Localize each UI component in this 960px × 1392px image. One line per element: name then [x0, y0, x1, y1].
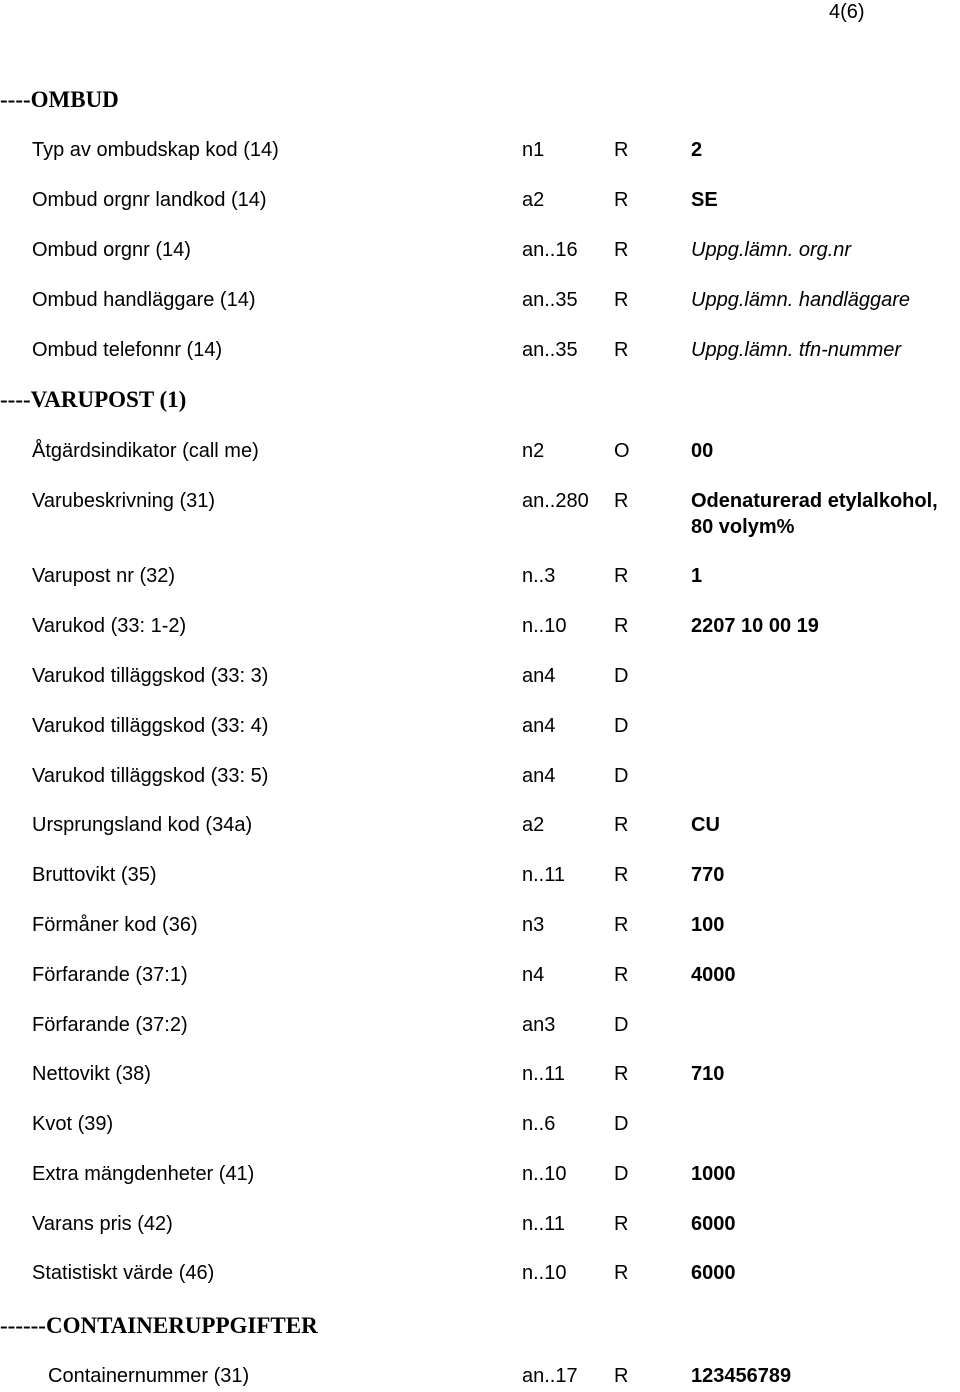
field-row — [0, 812, 960, 838]
field-status: D — [614, 665, 629, 687]
field-format: a2 — [522, 189, 545, 211]
field-status: R — [614, 1365, 629, 1387]
field-format: n3 — [522, 914, 545, 936]
field-status: D — [614, 1014, 629, 1036]
field-row — [0, 713, 960, 739]
field-format: n..3 — [522, 565, 556, 587]
field-row — [0, 613, 960, 639]
field-format: an..16 — [522, 239, 578, 261]
field-status: R — [614, 289, 629, 311]
field-format: an..35 — [522, 339, 578, 361]
field-row — [0, 1363, 960, 1389]
field-format: an..280 — [522, 490, 589, 512]
field-label: Varubeskrivning (31) — [32, 490, 216, 512]
field-row — [0, 287, 960, 313]
field-value: 1000 — [691, 1163, 736, 1185]
field-label: Förfarande (37:1) — [32, 964, 188, 986]
field-label: Varans pris (42) — [32, 1213, 173, 1235]
field-format: n..11 — [522, 1213, 565, 1235]
field-label: Kvot (39) — [32, 1113, 114, 1135]
page-number: 4(6) — [829, 1, 865, 23]
field-label: Varukod tilläggskod (33: 4) — [32, 715, 269, 737]
field-format: an..35 — [522, 289, 578, 311]
field-row — [0, 337, 960, 363]
field-label: Varupost nr (32) — [32, 565, 176, 587]
field-format: n..6 — [522, 1113, 556, 1135]
field-value: CU — [691, 814, 720, 836]
field-row — [0, 137, 960, 163]
field-label: Förfarande (37:2) — [32, 1014, 188, 1036]
field-row — [0, 763, 960, 789]
field-row — [0, 1111, 960, 1137]
field-status: R — [614, 1213, 629, 1235]
field-status: R — [614, 814, 629, 836]
field-value: Uppg.lämn. tfn-nummer — [691, 339, 902, 361]
field-label: Ombud telefonnr (14) — [32, 339, 223, 361]
field-format: n..10 — [522, 1163, 567, 1185]
field-format: n..10 — [522, 615, 567, 637]
field-value: SE — [691, 189, 718, 211]
field-format: n2 — [522, 440, 545, 462]
field-label: Ursprungsland kod (34a) — [32, 814, 253, 836]
field-row — [0, 862, 960, 888]
field-value: 123456789 — [691, 1365, 792, 1387]
field-row — [0, 663, 960, 689]
field-label: Ombud orgnr (14) — [32, 239, 191, 261]
field-value: 6000 — [691, 1262, 736, 1284]
field-row — [0, 488, 960, 540]
field-value: 2 — [691, 139, 703, 161]
field-row — [0, 912, 960, 938]
field-status: R — [614, 189, 629, 211]
field-status: R — [614, 565, 629, 587]
field-format: n..11 — [522, 1063, 565, 1085]
field-value: 2207 10 00 19 — [691, 615, 819, 637]
section-heading: ------CONTAINERUPPGIFTER — [0, 1313, 318, 1338]
field-status: D — [614, 715, 629, 737]
field-status: R — [614, 1262, 629, 1284]
field-row — [0, 1260, 960, 1286]
field-label: Extra mängdenheter (41) — [32, 1163, 255, 1185]
field-format: an4 — [522, 715, 556, 737]
field-row — [0, 1061, 960, 1087]
field-row — [0, 187, 960, 213]
field-label: Bruttovikt (35) — [32, 864, 157, 886]
field-label: Förmåner kod (36) — [32, 914, 198, 936]
field-format: n4 — [522, 964, 545, 986]
field-format: a2 — [522, 814, 545, 836]
field-format: an4 — [522, 765, 556, 787]
field-status: D — [614, 1113, 629, 1135]
field-status: R — [614, 239, 629, 261]
field-value: Odenaturerad etylalkohol, 80 volym% — [691, 490, 938, 538]
field-status: D — [614, 765, 629, 787]
section-heading: ----VARUPOST (1) — [0, 387, 187, 412]
field-value: 4000 — [691, 964, 736, 986]
field-row — [0, 237, 960, 263]
field-status: D — [614, 1163, 629, 1185]
field-format: n..11 — [522, 864, 565, 886]
field-status: R — [614, 964, 629, 986]
field-value: 770 — [691, 864, 725, 886]
field-status: R — [614, 139, 629, 161]
field-label: Containernummer (31) — [48, 1365, 250, 1387]
field-status: R — [614, 490, 629, 512]
section-heading: ----OMBUD — [0, 87, 119, 112]
field-row — [0, 438, 960, 464]
field-value: Uppg.lämn. handläggare — [691, 289, 911, 311]
field-label: Varukod tilläggskod (33: 5) — [32, 765, 269, 787]
field-label: Åtgärdsindikator (call me) — [32, 440, 259, 462]
field-status: R — [614, 339, 629, 361]
field-label: Varukod (33: 1-2) — [32, 615, 187, 637]
field-label: Typ av ombudskap kod (14) — [32, 139, 279, 161]
field-row — [0, 1161, 960, 1187]
field-value: 1 — [691, 565, 703, 587]
field-status: R — [614, 914, 629, 936]
field-value: 710 — [691, 1063, 725, 1085]
field-format: an4 — [522, 665, 556, 687]
field-status: O — [614, 440, 630, 462]
field-status: R — [614, 864, 629, 886]
field-row — [0, 962, 960, 988]
field-row — [0, 1012, 960, 1038]
field-value: Uppg.lämn. org.nr — [691, 239, 852, 261]
field-label: Ombud handläggare (14) — [32, 289, 256, 311]
field-label: Nettovikt (38) — [32, 1063, 151, 1085]
field-status: R — [614, 1063, 629, 1085]
field-label: Varukod tilläggskod (33: 3) — [32, 665, 269, 687]
field-label: Statistiskt värde (46) — [32, 1262, 215, 1284]
field-status: R — [614, 615, 629, 637]
field-format: n1 — [522, 139, 545, 161]
field-row — [0, 1211, 960, 1237]
field-value: 00 — [691, 440, 714, 462]
field-row — [0, 563, 960, 589]
field-value: 6000 — [691, 1213, 736, 1235]
field-format: an..17 — [522, 1365, 578, 1387]
field-format: n..10 — [522, 1262, 567, 1284]
field-label: Ombud orgnr landkod (14) — [32, 189, 267, 211]
field-value: 100 — [691, 914, 725, 936]
field-format: an3 — [522, 1014, 556, 1036]
